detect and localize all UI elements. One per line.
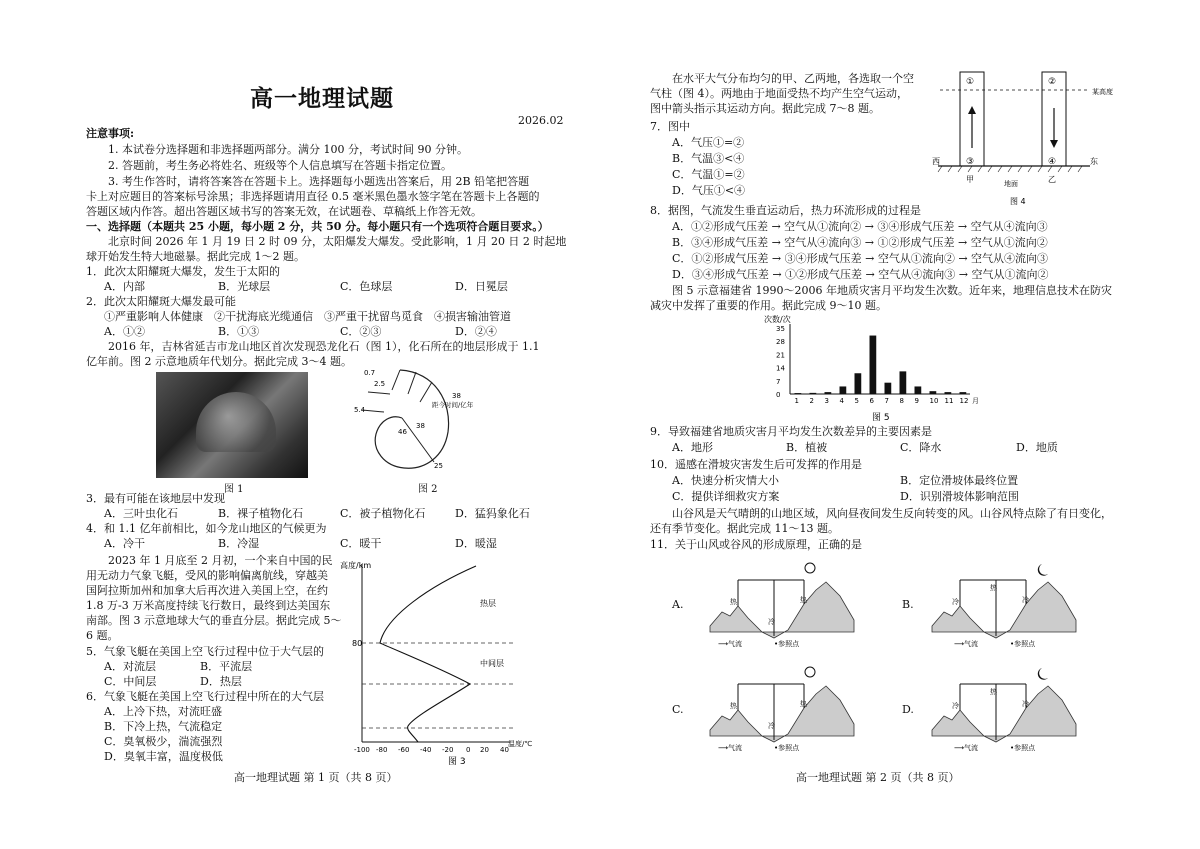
intro-56-line5: 南部。图 3 示意地球大气的垂直分层。据此完成 5～ [86,614,342,627]
note-1: 1. 本试卷分选择题和非选择题两部分。满分 100 分，考试时间 90 分钟。 [108,143,468,156]
fig5-xtick: 3 [824,397,829,405]
q1-option-c[interactable]: C．色球层 [340,280,393,293]
fig5-xtick: 2 [809,397,814,405]
fig5-bar [855,373,862,394]
intro-78-line1: 在水平大气分布均匀的甲、乙两地，各选取一个空 [672,72,914,85]
fig5-bar [900,371,907,394]
fig5-bar [825,392,832,394]
fig5-xtick: 1 [794,397,799,405]
fig5-caption: 图 5 [872,413,890,423]
fig5-bar [930,391,937,394]
q11-option-d[interactable]: D. [902,703,914,716]
intro-56-line4: 1.8 万-3 万米高度持续飞行数日，最终到达美国东 [86,599,331,612]
exam-date: 2026.02 [518,114,564,127]
q9-option-d[interactable]: D．地质 [1016,441,1058,454]
q8-option-d[interactable]: D．③④形成气压差 → ①②形成气压差 → 空气从④流向③ → 空气从①流向② [672,268,1049,281]
fig2-label-46: 46 [398,428,407,436]
q3-option-b[interactable]: B．裸子植物化石 [218,507,304,520]
intro-1113-line1: 山谷风是天气晴朗的山地区域，风向昼夜间发生反向转变的风。山谷风特点除了有日变化， [672,507,1112,520]
legend-ref-b: •参照点 [1010,640,1036,648]
fig3-xticks [354,746,509,754]
legend-flow-c: ⟶气流 [718,744,743,752]
q10-option-b[interactable]: B．定位滑坡体最终位置 [900,474,1019,487]
moon-icon [1038,668,1048,680]
q5-option-c[interactable]: C．中间层 [104,675,157,688]
fig3-xlabel: 温度/℃ [508,740,533,748]
q10-stem: 10．遥感在滑坡灾害发生后可发挥的作用是 [650,458,862,471]
q4-option-b[interactable]: B．冷湿 [218,537,260,550]
valley-wind-diagram-a[interactable] [708,560,858,650]
svg-text:冷: 冷 [768,722,775,730]
fig2-caption: 图 2 [418,484,438,495]
q11-option-c[interactable]: C. [672,703,684,716]
q3-option-c[interactable]: C．被子植物化石 [340,507,426,520]
svg-text:④: ④ [1048,157,1057,167]
fig5-xtick: 5 [854,397,859,405]
legend-flow-d: ⟶气流 [954,744,979,752]
fig2-label-5.4: 5.4 [354,406,366,414]
fig3-ytick-80: 80 [352,639,363,648]
fig4-east: 东 [1090,157,1098,166]
valley-wind-diagram-b[interactable] [930,560,1080,650]
q7-stem: 7．图中 [650,120,690,133]
svg-text:20: 20 [480,746,489,754]
q2-statements: ①严重影响人体健康 ②干扰海底光缆通信 ③严重干扰留鸟觅食 ④损害输油管道 [104,310,511,323]
q5-option-d[interactable]: D．热层 [200,675,242,688]
dinosaur-fossil-photo [156,372,308,478]
fig5-bar [885,383,892,394]
q6-stem: 6．气象飞艇在美国上空飞行过程中所在的大气层 [86,690,324,703]
fig2-label-0.7: 0.7 [364,369,376,377]
q9-option-b[interactable]: B．植被 [786,441,828,454]
valley-wind-diagram-d[interactable] [930,664,1080,754]
fig5-xtick: 9 [914,397,919,405]
fig3-ylabel: 高度/km [340,561,372,570]
note-3b: 卡上对应题目的答案标号涂黑；非选择题请用直径 0.5 毫米黑色墨水签字笔在答题卡上各题的 [86,190,540,203]
q5-option-b[interactable]: B．平流层 [200,660,253,673]
intro-34-line1: 2016 年，吉林省延吉市龙山地区首次发现恐龙化石（图 1），化石所在的地层形成于 1.1 [108,340,540,353]
svg-text:-80: -80 [376,746,388,754]
legend-ref-d: •参照点 [1010,744,1036,752]
intro-34-line2: 亿年前。图 2 示意地质年代划分。据此完成 3～4 题。 [86,355,352,368]
q1-option-b[interactable]: B．光球层 [218,280,271,293]
sun-icon [805,667,815,677]
q6-option-a[interactable]: A．上冷下热，对流旺盛 [104,705,222,718]
legend-flow-b: ⟶气流 [954,640,979,648]
fig5-bar [870,336,877,394]
fig5-bar [945,392,952,394]
q4-stem: 4．和 1.1 亿年前相比，如今龙山地区的气候更为 [86,522,327,535]
q8-option-b[interactable]: B．③④形成气压差 → 空气从④流向③ → ①②形成气压差 → 空气从①流向② [672,236,1048,249]
fig2-label-25: 25 [434,462,443,470]
intro-12-line2: 球开始发生特大地磁暴。据此完成 1～2 题。 [86,250,305,263]
q11-stem: 11．关于山风或谷风的形成原理，正确的是 [650,538,862,551]
q7-option-d[interactable]: D．气压①<④ [672,184,746,197]
q5-stem: 5．气象飞艇在美国上空飞行过程中位于大气层的 [86,645,324,658]
q3-option-d[interactable]: D．猛犸象化石 [455,507,530,520]
svg-text:③: ③ [966,157,975,167]
svg-text:热: 热 [730,702,737,710]
atmosphere-profile-chart [340,556,540,768]
svg-text:热: 热 [800,596,807,604]
q3-option-a[interactable]: A．三叶虫化石 [104,507,178,520]
fig5-bar [795,393,802,394]
moon-icon [1038,564,1048,576]
note-3c: 答题区域内作答。超出答题区域书写的答案无效，在试题卷、草稿纸上作答无效。 [86,205,482,218]
fig5-ytick: 35 [776,325,785,333]
svg-text:②: ② [1048,77,1057,87]
fig4-west: 西 [932,157,940,166]
q11-option-a[interactable]: A. [672,598,684,611]
intro-56-line3: 国阿拉斯加州和加拿大后再次进入美国上空，在约 [86,584,328,597]
q7-option-a[interactable]: A．气压①=② [672,136,745,149]
intro-78-line2: 气柱（图 4）。两地由于地面受热不均产生空气运动， [650,87,908,100]
svg-text:-60: -60 [398,746,410,754]
q9-option-a[interactable]: A．地形 [672,441,713,454]
svg-text:热: 热 [730,598,737,606]
fig4-yi: 乙 [1048,175,1056,184]
svg-text:冷: 冷 [1022,700,1029,708]
q6-option-b[interactable]: B．下冷上热，气流稳定 [104,720,223,733]
notes-heading: 注意事项: [86,127,135,140]
intro-910-line1: 图 5 示意福建省 1990～2006 年地质灾害月平均发生次数。近年来，地理信息技术在防灾 [672,284,1112,297]
intro-56-line2: 用无动力气象飞艇，受风的影响偏离航线，穿越美 [86,569,328,582]
footer-page1: 高一地理试题 第 1 页（共 8 页） [234,771,398,784]
thermal-circulation-diagram [930,68,1140,208]
svg-text:热: 热 [990,688,997,696]
fig4-jia: 甲 [966,175,974,184]
fig4-ground: 地面 [1004,180,1018,188]
svg-text:冷: 冷 [952,598,959,606]
fig5-ylabel: 次数/次 [764,315,791,324]
valley-wind-diagram-c[interactable] [708,664,858,754]
intro-56-line6: 6 题。 [86,629,119,642]
legend-flow-a: ⟶气流 [718,640,743,648]
sun-icon [805,563,815,573]
fig5-xtick: 6 [869,397,874,405]
fig5-xtick: 4 [839,397,844,405]
fig5-ytick: 14 [776,364,785,373]
q2-option-b[interactable]: B．①③ [218,325,260,338]
q9-stem: 9．导致福建省地质灾害月平均发生次数差异的主要因素是 [650,425,932,438]
fig5-ytick: 7 [776,377,781,386]
q2-option-c[interactable]: C．②③ [340,325,382,338]
intro-12-line1: 北京时间 2026 年 1 月 19 日 2 时 09 分，太阳爆发大爆发。受此影响，1 月 20 日 2 时起地 [108,235,567,248]
fig5-xtick: 10 [929,397,939,405]
q10-option-c[interactable]: C．提供详细救灾方案 [672,490,780,503]
q8-option-c[interactable]: C．①②形成气压差 → ③④形成气压差 → 空气从①流向② → 空气从④流向③ [672,252,1049,265]
geologic-time-spiral [340,362,480,480]
q9-option-c[interactable]: C．降水 [900,441,942,454]
fig5-xtick: 7 [884,397,889,405]
note-2: 2. 答题前，考生务必将姓名、班级等个人信息填写在答题卡指定位置。 [108,159,452,172]
note-3: 3. 考生作答时，请将答案答在答题卡上。选择题每小题选出答案后，用 2B 铅笔把答题 [108,175,530,188]
legend-ref-c: •参照点 [774,744,800,752]
fig5-xlabel: 月 [972,397,979,405]
svg-text:-100: -100 [354,746,370,754]
fig5-bar [810,393,817,394]
fig5-xtick: 11 [944,397,954,405]
q1-stem: 1．此次太阳耀斑大爆发，发生于太阳的 [86,265,280,278]
fig4-caption: 图 4 [1010,197,1026,206]
intro-1113-line2: 还有季节变化。据此完成 11～13 题。 [650,522,839,535]
fig5-ytick: 0 [776,391,781,399]
svg-text:-20: -20 [442,746,454,754]
q6-option-c[interactable]: C．臭氧极少，湍流强烈 [104,735,223,748]
q10-option-a[interactable]: A．快速分析灾情大小 [672,474,779,487]
svg-text:①: ① [966,77,975,87]
q3-stem: 3．最有可能在该地层中发现 [86,492,225,505]
fig2-label-2.5: 2.5 [374,380,386,388]
q2-option-d[interactable]: D．②④ [455,325,497,338]
q4-option-d[interactable]: D．暖湿 [455,537,497,550]
section-heading: 一、选择题（本题共 25 小题，每小题 2 分，共 50 分。每小题只有一个选项符合题目要求。） [86,220,549,233]
svg-text:冷: 冷 [1022,596,1029,604]
legend-ref-a: •参照点 [774,640,800,648]
fig5-xtick: 8 [899,397,904,405]
svg-text:-40: -40 [420,746,432,754]
page-2 [600,0,1200,849]
exam-title: 高一地理试题 [250,85,394,112]
q8-stem: 8．据图，气流发生垂直运动后，热力环流形成的过程是 [650,204,921,217]
fig3-layer-middle: 中间层 [480,659,504,668]
fig2-label-38-top: 38 [452,392,461,400]
fig5-bar [960,392,967,394]
q8-option-a[interactable]: A．①②形成气压差 → 空气从①流向② → ③④形成气压差 → 空气从④流向③ [672,220,1048,233]
svg-text:冷: 冷 [768,618,775,626]
fig5-ytick: 28 [776,338,785,347]
q7-option-b[interactable]: B．气温③<④ [672,152,745,165]
fig5-xtick: 12 [959,397,969,405]
q1-option-d[interactable]: D．日冕层 [455,280,508,293]
q5-option-a[interactable]: A．对流层 [104,660,156,673]
fig3-caption: 图 3 [448,757,466,767]
fig3-layer-upper: 热层 [480,599,496,608]
q4-option-a[interactable]: A．冷干 [104,537,145,550]
q2-stem: 2．此次太阳耀斑大爆发最可能 [86,295,236,308]
footer-page2: 高一地理试题 第 2 页（共 8 页） [796,771,960,784]
fig2-axis-label: 距今时间/亿年 [432,401,474,409]
disaster-frequency-chart [760,312,1000,424]
svg-text:40: 40 [500,746,509,754]
q11-option-b[interactable]: B. [902,598,914,611]
fig2-label-38: 38 [416,422,425,430]
svg-text:热: 热 [990,584,997,592]
q10-option-d[interactable]: D．识别滑坡体影响范围 [900,490,1019,503]
fig5-bar [915,386,922,394]
svg-text:冷: 冷 [952,702,959,710]
q7-option-c[interactable]: C．气温①=② [672,168,745,181]
q6-option-d[interactable]: D．臭氧丰富，温度极低 [104,750,223,763]
intro-56-line1: 2023 年 1 月底至 2 月初，一个来自中国的民 [108,554,333,567]
fig5-bar [840,386,847,394]
svg-text:0: 0 [466,746,471,754]
fig4-height: 某高度 [1092,88,1113,96]
intro-910-line2: 减灾中发挥了重要的作用。据此完成 9～10 题。 [650,299,887,312]
q4-option-c[interactable]: C．暖干 [340,537,382,550]
fig5-ytick: 21 [776,351,785,360]
q1-option-a[interactable]: A．内部 [104,280,145,293]
intro-78-line3: 图中箭头指示其运动方向。据此完成 7～8 题。 [650,102,880,115]
q2-option-a[interactable]: A．①② [104,325,145,338]
svg-text:热: 热 [800,700,807,708]
fig1-caption: 图 1 [224,484,244,495]
